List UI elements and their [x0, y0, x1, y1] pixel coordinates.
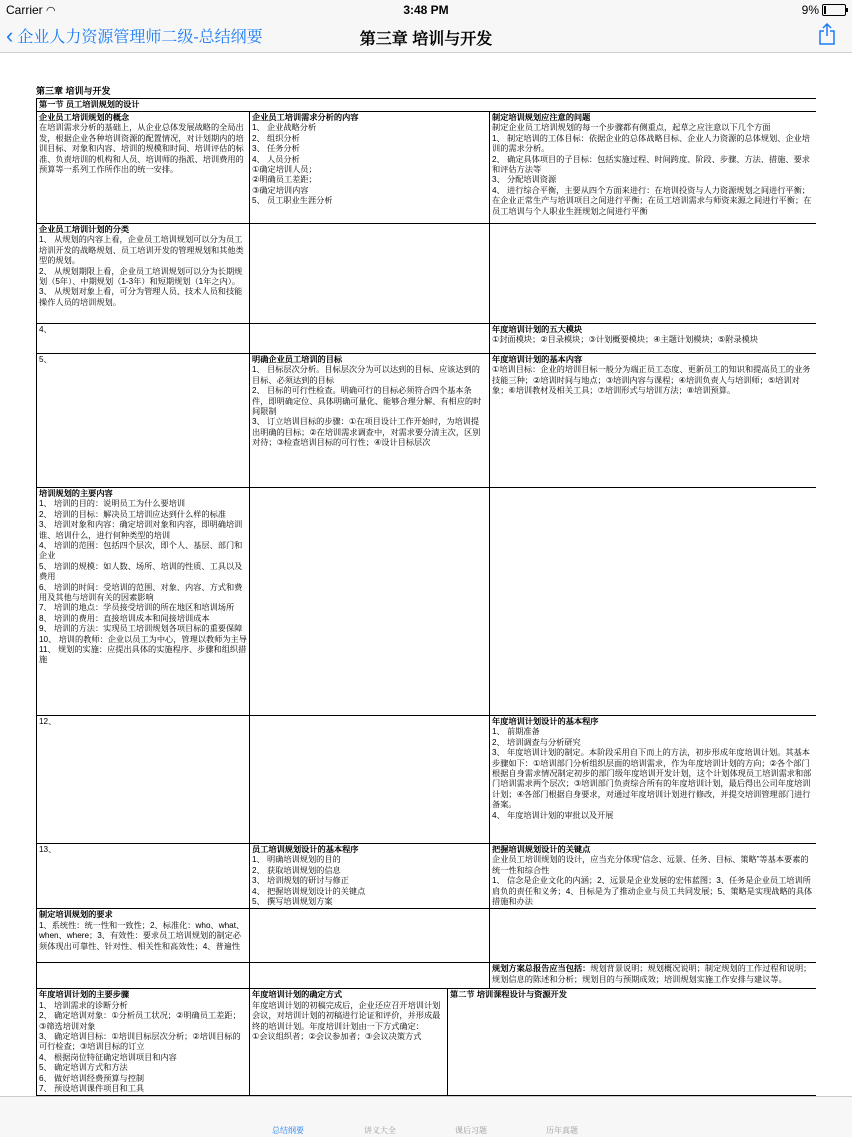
table-cell — [250, 963, 490, 989]
table-cell: 规划方案总报告应当包括：规划背景说明；规划概况说明；制定规划的工作过程和说明；规划信息的陈述和分析；规划目的与预期成效；培训规划实施工作安排与建议等。 — [490, 963, 817, 989]
table-cell: 培训规划的主要内容 1、 培训的目的：说明员工为什么要培训 2、 培训的目标：解决员工培训应达到什么样的标准 3、 培训对象和内容：确定培训对象和内容，即明确培训谁、培训什么，进行何种类型的培训 4、 培训的范围：包括四个层次，即个人、基层、部门和企业 5、 培训的规模：如人数、场所、培训的性质、工具以及费用 6、 培训的时间：受培训的范围、对象、内容、方式和费用及其他与培训有关的因素影响 7、 培训的地点：学员接受培训的所在地区和培训场所 8、 培训的费用：直接培训成本和间接培训成本 9、 培训的方法：实现员工培训规划各项目标的重要保障 10、 培训的教师：企业以员工为中心，管理以教师为主导 11、 规划的实施：应提出具体的实施程序、步骤和组织措施 — [37, 487, 250, 715]
table-row — [37, 487, 817, 715]
battery-percent: 9% — [801, 3, 819, 17]
table-cell: 制定培训规划的要求 1、系统性：统一性和一致性；2、标准化：who、what、when、where；3、有效性：要求员工培训规划的制定必须体现出可靠性、针对性、相关性和高效性；4、普遍性 — [37, 909, 250, 963]
chevron-left-icon: ‹ — [6, 22, 14, 48]
table-cell: 明确企业员工培训的目标 1、 目标层次分析。目标层次分为可以达到的目标、应该达到的目标、必须达到的目标 2、 目标的可行性检查。明确可行的目标必须符合四个基本条件，即明确定位、具体明确可量化、能够合理分解、有相应的时间限制 3、 订立培训目标的步骤：①在项目设计工作开始时，为培训提出明确的目标；②在培训需求调查中，对需求要分清主次，区别对待；③检查培训目标的可行性；④设计目标层次 — [250, 353, 490, 487]
table-cell: 年度培训计划的五大模块 ①封面模块；②目录模块；③计划概要模块；④主题计划模块；⑤附录模块 — [490, 323, 817, 353]
wifi-icon: ◠ — [46, 5, 56, 17]
table-cell: 4、 — [37, 323, 250, 353]
table-cell: 把握培训规划设计的关键点 企业员工培训规划的设计，应当充分体现“信念、远景、任务、目标、策略”等基本要素的统一性和综合性 1、 信念是企业文化的内涵；2、远景是企业发展的宏伟蓝图；3、任务是企业员工培训所肩负的责任和义务；4、目标是为了推动企业与员工共同发展；5、策略是实现战略的具体措施和办法 — [490, 843, 817, 908]
section-heading: 第一节 员工培训规划的设计 — [37, 98, 817, 111]
table-row — [37, 963, 817, 989]
table-cell — [37, 963, 250, 989]
table-row — [37, 989, 817, 1096]
table-cell: 第二节 培训课程设计与资源开发 — [448, 989, 817, 1096]
page-title: 第三章 培训与开发 — [359, 31, 493, 48]
chapter-heading: 第三章 培训与开发 — [36, 86, 111, 96]
table-cell — [490, 487, 817, 715]
table-cell: 年度培训计划的确定方式 年度培训计划的初稿完成后，企业还应召开培训计划会议，对培训计划的初稿进行论证和评价，并形成最终的培训计划。年度培训计划由一下方式确定： ①会议组织者；②会议参加者；③会议决策方式 — [250, 989, 448, 1096]
table-cell: 年度培训计划设计的基本程序 1、 前期准备 2、 培训调查与分析研究 3、 年度培训计划的制定。本阶段采用自下而上的方法，初步形成年度培训计划。其基本步骤如下：①培训部门分析组织层面的培训需求，作为年度培训计划的方向；②各个部门根据自身需求情况制定初步的部门级年度培训开发计划，这个计划体现员工培训需求和部门培训需求两个层次；③培训部门负责综合所有的年度培训计划，最后得出公司年度培训计划；④各部门根据自身要求，对通过年度培训计划进行修改，并提交培训管理部门进行备案。 4、 年度培训计划的审批以及开展 — [490, 715, 817, 843]
table-cell: 企业员工培训规划的概念 在培训需求分析的基础上，从企业总体发展战略的全局出发，根据企业各种培训资源的配置情况，对计划期内的培训目标、对象和内容、培训的规模和时间、培训评估的标准、负责培训的机构和人员、培训师的指派、培训费用的预算等一系列工作所作出的统一安排。 — [37, 111, 250, 223]
tab-exercises[interactable]: 课后习题 — [455, 1126, 487, 1135]
table-cell — [250, 323, 490, 353]
battery-icon — [822, 4, 846, 16]
table-cell: 12、 — [37, 715, 250, 843]
table-cell — [490, 223, 817, 323]
table-row — [37, 323, 817, 353]
table-cell — [250, 223, 490, 323]
table-row — [37, 223, 817, 323]
status-time: 3:48 PM — [403, 3, 449, 17]
share-icon[interactable] — [818, 23, 836, 45]
table-cell — [250, 487, 490, 715]
outline-table — [36, 98, 816, 1097]
table-row — [37, 715, 817, 843]
table-cell — [250, 909, 490, 963]
tab-summary[interactable]: 总结纲要 — [272, 1126, 304, 1135]
battery-status — [802, 3, 846, 17]
tab-lectures[interactable]: 讲义大全 — [364, 1126, 396, 1135]
back-label: 企业人力资源管理师二级-总结纲要 — [17, 29, 263, 46]
carrier-label: Carrier ◠ — [6, 3, 56, 17]
table-row — [37, 909, 817, 963]
document-view[interactable] — [36, 86, 816, 1096]
table-cell: 5、 — [37, 353, 250, 487]
table-row — [37, 98, 817, 111]
table-cell: 企业员工培训计划的分类 1、 从规划的内容上看，企业员工培训规划可以分为员工培训开发的战略规划、员工培训开发的管理规划和其他类型的规划。 2、 从规划期限上看，企业员工培训规划可以分为长期规划（5年）、中期规划（1-3年）和短期规划（1年之内）。 3、 从规划对象上看，可分为管理人员、技术人员和技能操作人员的培训规划。 — [37, 223, 250, 323]
tab-past-exams[interactable]: 历年真题 — [546, 1126, 578, 1135]
table-cell: 员工培训规划设计的基本程序 1、 明确培训规划的目的 2、 获取培训规划的信息 3、 培训规划的研讨与修正 4、 把握培训规划设计的关键点 5、 撰写培训规划方案 — [250, 843, 490, 908]
tab-bar — [0, 1096, 852, 1137]
table-cell: 年度培训计划的主要步骤 1、 培训需求的诊断分析 2、 确定培训对象：①分析员工状况；②明确员工差距；③筛选培训对象 3、 确定培训目标：①培训目标层次分析；②培训目标的可行检查；③培训目标的订立 4、 根据岗位特征确定培训项目和内容 5、 确定培训方式和方法 6、 做好培训经费预算与控制 7、 预设培训课件项目和工具 — [37, 989, 250, 1096]
table-cell: 13、 — [37, 843, 250, 908]
table-cell — [250, 715, 490, 843]
table-cell: 制定培训规划应注意的问题 制定企业员工培训规划的每一个步骤都有侧重点，起草之应注意以下几个方面 1、 制定培训的工体目标：依据企业的总体战略目标、企业人力资源的总体规划、企业培训的需求分析。 2、 确定具体项目的子目标：包括实施过程、时间跨度、阶段、步骤、方法、措施、要求和评估方法等 3、 分配培训资源 4、 进行综合平衡，主要从四个方面来进行：在培训投资与人力资源规划之间进行平衡；在企业正常生产与培训项目之间进行平衡；在员工培训需求与师资来源之间进行平衡；在员工培训与个人职业生涯规划之间进行平衡 — [490, 111, 817, 223]
table-cell — [490, 909, 817, 963]
table-row — [37, 111, 817, 223]
table-cell: 年度培训计划的基本内容 ①培训目标：企业的培训目标一般分为端正员工态度、更新员工的知识和提高员工的业务技能三种；②培训时间与地点；③培训内容与课程；④培训负责人与培训师；⑤培训对象；⑥培训教材及相关工具；⑦培训形式与培训方法；⑧培训预算。 — [490, 353, 817, 487]
table-cell: 企业员工培训需求分析的内容 1、 企业战略分析 2、 组织分析 3、 任务分析 4、 人员分析 ①确定培训人员； ②明确员工差距； ③确定培训内容 5、 员工职业生涯分析 — [250, 111, 490, 223]
table-row — [37, 353, 817, 487]
status-bar — [0, 0, 852, 20]
navigation-bar — [0, 20, 852, 53]
table-row — [37, 843, 817, 908]
